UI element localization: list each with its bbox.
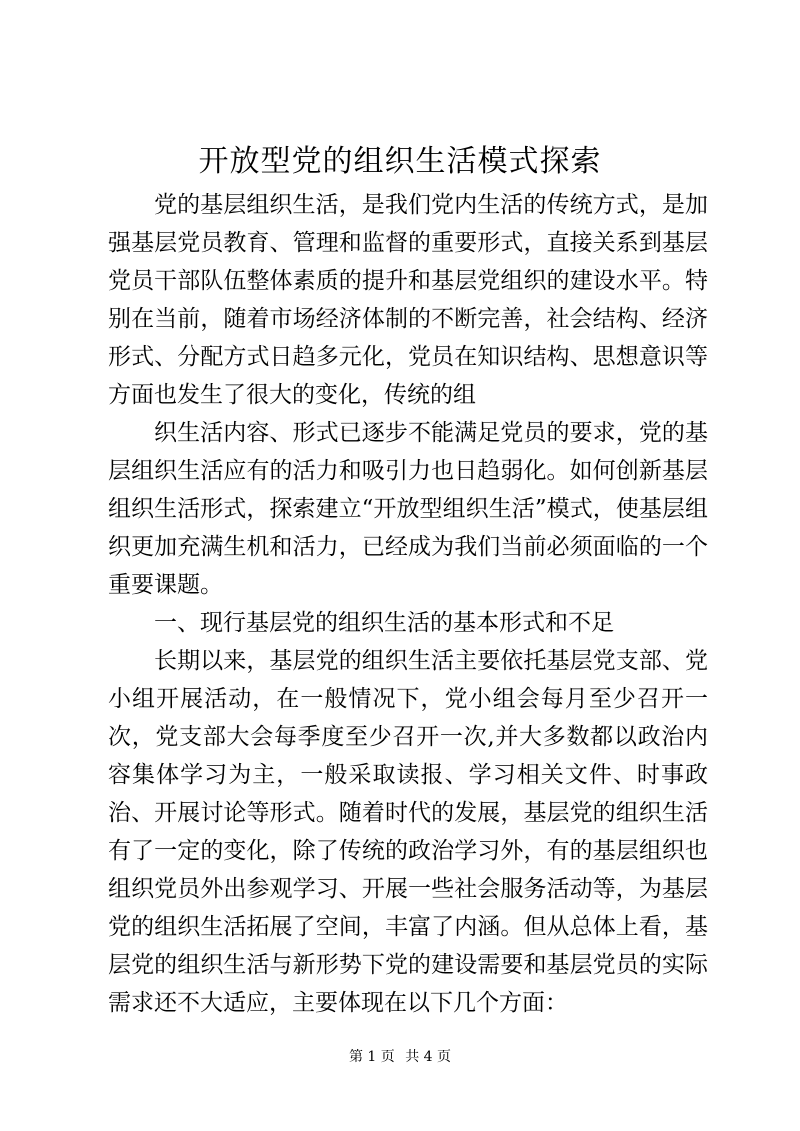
page-total: 共 4 页	[405, 1049, 452, 1065]
page-number: 第 1 页	[348, 1049, 395, 1065]
paragraph: 长期以来，基层党的组织生活主要依托基层党支部、党小组开展活动，在一般情况下，党小组会每月至少召开一次，党支部大会每季度至少召开一次,并大多数都以政治内容集体学习为主，一般采取读报、学习相关文件、时事政治、开展讨论等形式。随着时代的发展，基层党的组织生活有了一定的变化，除了传统的政治学习外，有的基层组织也组织党员外出参观学习、开展一些社会服务活动等，为基层党的组织生活拓展了空间，丰富了内涵。但从总体上看，基层党的组织生活与新形势下党的建设需要和基层党员的实际需求还不大适应，主要体现在以下几个方面：	[108, 648, 708, 1016]
section-heading: 一、现行基层党的组织生活的基本形式和不足	[154, 610, 614, 636]
page-footer	[0, 1047, 800, 1067]
paragraph: 党的基层组织生活，是我们党内生活的传统方式，是加强基层党员教育、管理和监督的重要形式，直接关系到基层党员干部队伍整体素质的提升和基层党组织的建设水平。特别在当前，随着市场经济体制的不断完善，社会结构、经济形式、分配方式日趋多元化，党员在知识结构、思想意识等方面也发生了很大的变化，传统的组	[108, 192, 708, 408]
document-body	[108, 186, 708, 1022]
document-title: 开放型党的组织生活模式探索	[198, 144, 602, 179]
paragraph: 织生活内容、形式已逐步不能满足党员的要求，党的基层组织生活应有的活力和吸引力也日趋弱化。如何创新基层组织生活形式，探索建立“开放型组织生活”模式，使基层组织更加充满生机和活力，已经成为我们当前必须面临的一个重要课题。	[108, 420, 708, 598]
